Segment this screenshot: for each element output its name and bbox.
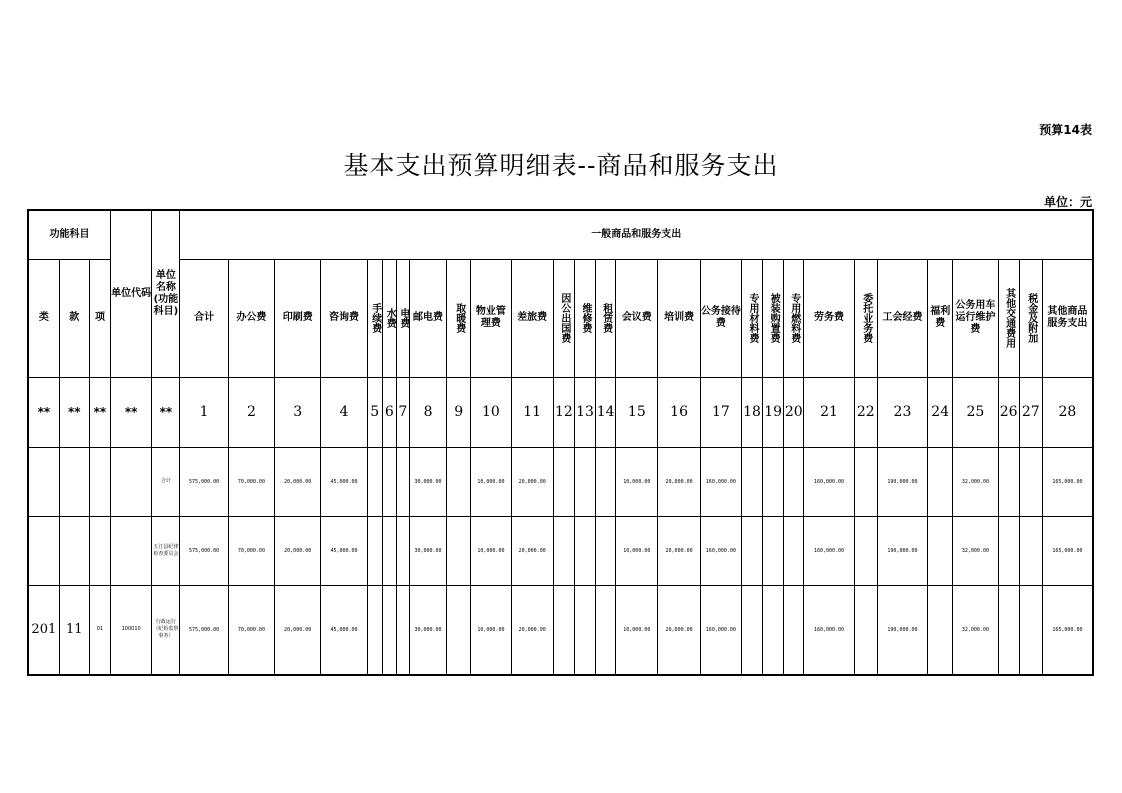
- row-lei: 201: [28, 585, 59, 675]
- unit-name-header: 单位名称(功能科目): [152, 210, 180, 377]
- index-number: 19: [763, 377, 784, 447]
- row-xiang: [89, 516, 110, 585]
- row-value: [928, 516, 953, 585]
- col-header-15: 会议费: [616, 259, 658, 377]
- col-header-3: 印刷费: [275, 259, 321, 377]
- row-value: [741, 516, 762, 585]
- func-subject-header: 功能科目: [28, 210, 111, 259]
- index-number: 13: [574, 377, 595, 447]
- row-value: 45,000.00: [321, 447, 367, 516]
- index-number: 15: [616, 377, 658, 447]
- index-star: **: [28, 377, 59, 447]
- row-value: [382, 447, 396, 516]
- row-value: 70,000.00: [228, 516, 274, 585]
- row-value: [367, 585, 382, 675]
- index-number: 25: [953, 377, 998, 447]
- row-name: 五江县纪律检查委员会: [152, 516, 180, 585]
- row-value: 160,000.00: [804, 585, 854, 675]
- row-value: 20,000.00: [511, 585, 553, 675]
- budget-table: [27, 209, 1094, 676]
- row-value: [367, 516, 382, 585]
- col-header-24: 福利费: [928, 259, 953, 377]
- index-number: 11: [511, 377, 553, 447]
- index-star: **: [152, 377, 180, 447]
- index-number: 18: [741, 377, 762, 447]
- row-value: [784, 447, 804, 516]
- col-header-17: 公务接待费: [700, 259, 741, 377]
- row-value: 45,000.00: [321, 585, 367, 675]
- row-value: 70,000.00: [228, 585, 274, 675]
- col-header-11: 差旅费: [511, 259, 553, 377]
- index-number: 12: [553, 377, 574, 447]
- index-number: 10: [471, 377, 511, 447]
- row-value: [763, 585, 784, 675]
- row-value: 20,000.00: [658, 516, 700, 585]
- row-value: [596, 516, 616, 585]
- col-header-8: 邮电费: [409, 259, 446, 377]
- table-row: [28, 516, 1093, 585]
- index-number: 9: [447, 377, 471, 447]
- row-value: [854, 585, 877, 675]
- row-value: 70,000.00: [228, 447, 274, 516]
- row-value: 575,000.00: [180, 447, 228, 516]
- index-number: 8: [409, 377, 446, 447]
- index-number: 7: [396, 377, 409, 447]
- index-number: 21: [804, 377, 854, 447]
- row-value: 10,000.00: [616, 447, 658, 516]
- page-title: 基本支出预算明细表--商品和服务支出: [343, 151, 779, 180]
- row-value: [854, 447, 877, 516]
- row-kuan: [59, 447, 89, 516]
- row-value: [367, 447, 382, 516]
- row-value: [574, 585, 595, 675]
- col-header-16: 培训费: [658, 259, 700, 377]
- col-header-12: 因公出国费: [553, 259, 574, 377]
- row-value: 165,000.00: [1042, 447, 1093, 516]
- col-header-21: 劳务费: [804, 259, 854, 377]
- row-value: [447, 585, 471, 675]
- col-header-2: 办公费: [228, 259, 274, 377]
- col-header-4: 咨询费: [321, 259, 367, 377]
- index-number: 20: [784, 377, 804, 447]
- row-value: 575,000.00: [180, 585, 228, 675]
- index-number: 17: [700, 377, 741, 447]
- row-value: [998, 447, 1019, 516]
- row-xiang: [89, 447, 110, 516]
- index-number: 28: [1042, 377, 1093, 447]
- row-value: [998, 585, 1019, 675]
- index-number: 27: [1019, 377, 1042, 447]
- row-value: [741, 447, 762, 516]
- row-value: 165,000.00: [1042, 585, 1093, 675]
- table-row: [28, 585, 1093, 675]
- row-value: [998, 516, 1019, 585]
- unit-label: 单位：元: [1043, 195, 1092, 209]
- row-value: [741, 585, 762, 675]
- col-header-28: 其他商品服务支出: [1042, 259, 1093, 377]
- row-value: 20,000.00: [275, 585, 321, 675]
- index-star: **: [111, 377, 152, 447]
- col-header-25: 公务用车运行维护费: [953, 259, 998, 377]
- kuan-header: 款: [59, 259, 89, 377]
- row-value: [447, 447, 471, 516]
- row-value: 10,000.00: [616, 516, 658, 585]
- row-name: 行政运行（纪检监察事务）: [152, 585, 180, 675]
- row-value: 20,000.00: [511, 516, 553, 585]
- row-code: [111, 447, 152, 516]
- row-value: [854, 516, 877, 585]
- index-number: 23: [877, 377, 927, 447]
- row-value: 20,000.00: [658, 447, 700, 516]
- row-value: [447, 516, 471, 585]
- col-header-23: 工会经费: [877, 259, 927, 377]
- row-value: 165,000.00: [1042, 516, 1093, 585]
- row-value: [596, 447, 616, 516]
- row-value: 190,000.00: [877, 447, 927, 516]
- table-number: 预算14表: [1039, 123, 1092, 137]
- row-value: 20,000.00: [275, 447, 321, 516]
- row-value: 160,000.00: [700, 585, 741, 675]
- row-lei: [28, 516, 59, 585]
- row-value: 160,000.00: [804, 447, 854, 516]
- row-value: 10,000.00: [616, 585, 658, 675]
- row-value: [553, 585, 574, 675]
- col-header-7: 电费: [396, 259, 409, 377]
- lei-header: 类: [28, 259, 59, 377]
- row-value: [596, 585, 616, 675]
- col-header-27: 税金及附加: [1019, 259, 1042, 377]
- row-value: 20,000.00: [275, 516, 321, 585]
- row-value: [928, 447, 953, 516]
- row-kuan: 11: [59, 585, 89, 675]
- table-row: [28, 447, 1093, 516]
- index-number: 26: [998, 377, 1019, 447]
- row-value: [784, 585, 804, 675]
- row-value: 10,000.00: [471, 447, 511, 516]
- row-kuan: [59, 516, 89, 585]
- row-value: 32,000.00: [953, 447, 998, 516]
- col-header-10: 物业管理费: [471, 259, 511, 377]
- index-number: 5: [367, 377, 382, 447]
- index-number: 1: [180, 377, 228, 447]
- row-value: [763, 447, 784, 516]
- row-value: 575,000.00: [180, 516, 228, 585]
- col-header-22: 委托业务费: [854, 259, 877, 377]
- col-header-5: 手续费: [367, 259, 382, 377]
- row-value: [1019, 447, 1042, 516]
- row-value: [763, 516, 784, 585]
- row-lei: [28, 447, 59, 516]
- row-value: 30,000.00: [409, 447, 446, 516]
- index-number: 22: [854, 377, 877, 447]
- row-value: [1019, 516, 1042, 585]
- row-value: 10,000.00: [471, 585, 511, 675]
- row-value: [382, 516, 396, 585]
- row-value: [382, 585, 396, 675]
- row-value: [784, 516, 804, 585]
- col-header-6: 水费: [382, 259, 396, 377]
- col-header-13: 维修费: [574, 259, 595, 377]
- col-header-1: 合计: [180, 259, 228, 377]
- col-header-18: 专用材料费: [741, 259, 762, 377]
- index-number: 4: [321, 377, 367, 447]
- row-value: 30,000.00: [409, 516, 446, 585]
- row-code: 100010: [111, 585, 152, 675]
- row-value: 190,000.00: [877, 585, 927, 675]
- index-number: 14: [596, 377, 616, 447]
- row-value: [396, 516, 409, 585]
- xiang-header: 项: [89, 259, 110, 377]
- row-value: 20,000.00: [511, 447, 553, 516]
- row-value: 32,000.00: [953, 516, 998, 585]
- index-number: 3: [275, 377, 321, 447]
- index-number: 6: [382, 377, 396, 447]
- row-value: [574, 516, 595, 585]
- col-header-20: 专用燃料费: [784, 259, 804, 377]
- index-star: **: [89, 377, 110, 447]
- row-value: [928, 585, 953, 675]
- index-number: 24: [928, 377, 953, 447]
- row-value: [553, 447, 574, 516]
- unit-code-header: 单位代码: [111, 210, 152, 377]
- row-value: [396, 585, 409, 675]
- row-value: [396, 447, 409, 516]
- row-value: 20,000.00: [658, 585, 700, 675]
- col-header-9: 取暖费: [447, 259, 471, 377]
- col-header-26: 其他交通费用: [998, 259, 1019, 377]
- col-header-19: 被装购置费: [763, 259, 784, 377]
- row-value: [574, 447, 595, 516]
- row-value: 45,000.00: [321, 516, 367, 585]
- row-value: 32,000.00: [953, 585, 998, 675]
- row-value: [1019, 585, 1042, 675]
- row-value: 30,000.00: [409, 585, 446, 675]
- row-value: 160,000.00: [804, 516, 854, 585]
- row-value: 160,000.00: [700, 447, 741, 516]
- index-number: 2: [228, 377, 274, 447]
- index-star: **: [59, 377, 89, 447]
- row-value: 190,000.00: [877, 516, 927, 585]
- row-xiang: 01: [89, 585, 110, 675]
- row-value: 10,000.00: [471, 516, 511, 585]
- index-number: 16: [658, 377, 700, 447]
- general-goods-header: 一般商品和服务支出: [180, 210, 1093, 259]
- row-name: 合计: [152, 447, 180, 516]
- row-code: [111, 516, 152, 585]
- row-value: 160,000.00: [700, 516, 741, 585]
- col-header-14: 租赁费: [596, 259, 616, 377]
- row-value: [553, 516, 574, 585]
